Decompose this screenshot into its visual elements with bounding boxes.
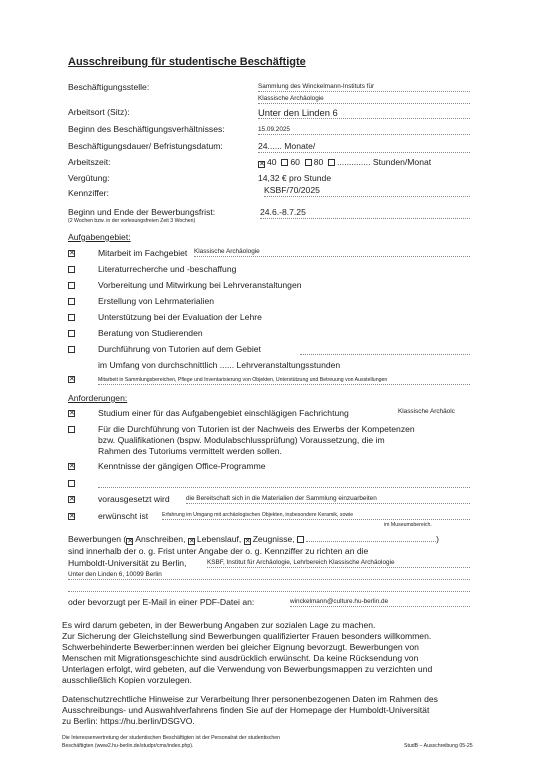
anforderungen-heading: Anforderungen: [68, 393, 128, 403]
aufgabe-checkbox[interactable] [68, 298, 75, 305]
datenschutz-line: Ausschreibungs- und Auswahlverfahrens finden Sie auf der Homepage der Humboldt-Universität [62, 705, 430, 715]
aufgabe-text: Vorbereitung und Mitwirkung bei Lehrveranstaltungen [98, 280, 302, 290]
kennziffer-label: Kennziffer: [68, 188, 109, 198]
beginn-value: 15.09.2025 [258, 126, 470, 135]
tutorien-req-line-2: bzw. Qualifikationen (bspw. Modulabschlussprüfung) Voraussetzung, die im [98, 435, 385, 445]
aufgabe-text: Mitarbeit im Fachgebiet [98, 248, 188, 258]
footer-form-id: StudB – Ausschreibung 05-25 [404, 743, 473, 749]
aufgabe-checkbox[interactable] [68, 282, 75, 289]
datenschutz-line: Datenschutzrechtliche Hinweise zur Verarbeitung Ihrer personenbezogenen Daten im Rahmen des [62, 694, 438, 704]
verguetung-label: Vergütung: [68, 173, 110, 183]
arbeitsort-label: Arbeitsort (Sitz): [68, 107, 130, 117]
erwuenscht-label: erwünscht ist [98, 511, 149, 521]
info-paragraph-line: Unterlagen erfolgt, wird gebeten, auf die Verwendung von Bewerbungsmappen zu verzichten und [62, 664, 433, 674]
arbeitszeit-label: Arbeitszeit: [68, 157, 111, 167]
lebenslauf-checkbox[interactable] [188, 538, 195, 545]
aufgabe-text: Durchführung von Tutorien auf dem Gebiet [98, 344, 261, 354]
aufgabe-text: Beratung von Studierenden [98, 328, 203, 338]
aufgabe-checkbox[interactable] [68, 346, 75, 353]
tutorien-umfang: im Umfang von durchschnittlich ...... Lehrveranstaltungsstunden [98, 360, 341, 370]
studium-fill: Klassische Archäolc [398, 408, 455, 415]
bewerbung-blank-line [68, 582, 470, 592]
arbeitszeit-60-checkbox[interactable] [281, 159, 288, 166]
office-text: Kenntnisse der gängigen Office-Programme [98, 461, 266, 471]
anschreiben-checkbox[interactable] [126, 538, 133, 545]
bewerbung-street-fill: Unter den Linden 6, 10099 Berlin [68, 571, 470, 580]
verguetung-value: 14,32 € pro Stunde [258, 173, 332, 183]
aufgabe-checkbox[interactable] [68, 330, 75, 337]
tutorien-req-line-1: Für die Durchführung von Tutorien ist der Nachweis des Erwerbs der Kompetenzen [98, 424, 415, 434]
stelle-value-1: Sammlung des Winckelmann-Instituts für [258, 83, 470, 92]
aufgaben-heading: Aufgabengebiet: [68, 232, 131, 242]
frist-label: Beginn und Ende der Bewerbungsfrist: [68, 207, 216, 217]
datenschutz-line: zu Berlin: https://hu.berlin/DSGVO. [62, 716, 195, 726]
extra-line [98, 478, 470, 488]
arbeitszeit-other-checkbox[interactable] [328, 159, 335, 166]
aufgabe-checkbox[interactable] [68, 376, 75, 383]
tutorien-req-line-3: Rahmen des Tutoriums vermittelt werden sollen. [98, 446, 282, 456]
kennziffer-value: KSBF/70/2025 [264, 185, 470, 197]
email-label: oder bevorzugt per E-Mail in einer PDF-Datei an: [68, 597, 255, 607]
footer-line-1: Die Interessenvertretung der studentischen Beschäftigten ist der Personalrat der studentischen [62, 735, 280, 741]
arbeitszeit-80-checkbox[interactable] [305, 159, 312, 166]
info-paragraph-line: Zur Sicherung der Gleichstellung sind Bewerbungen qualifizierter Frauen besonders willkommen. [62, 631, 432, 641]
studium-text: Studium einer für das Aufgabengebiet einschlägigen Fachrichtung [98, 408, 349, 418]
page-title: Ausschreibung für studentische Beschäftigte [68, 56, 306, 68]
aufgabe-text: Unterstützung bei der Evaluation der Lehre [98, 312, 262, 322]
bewerbung-line-2: sind innerhalb der o. g. Frist unter Angabe der o. g. Kennziffer zu richten an die [68, 546, 369, 556]
info-paragraph-line: Schwerbehinderte Bewerber:innen werden bei gleicher Eignung bevorzugt. Bewerbungen von [62, 642, 419, 652]
studium-checkbox[interactable] [68, 410, 75, 417]
info-paragraph-line: ausschließlich Kopien vorzulegen. [62, 675, 192, 685]
tutorien-checkbox[interactable] [68, 426, 75, 433]
frist-value: 24.6.-8.7.25 [260, 207, 470, 219]
stelle-label: Beschäftigungsstelle: [68, 82, 150, 92]
aufgabe-text: Literaturrecherche und -beschaffung [98, 264, 237, 274]
erwuenscht-fill-2: im Museumsbereich. [384, 522, 432, 528]
voraus-label: vorausgesetzt wird [98, 494, 170, 504]
bewerbung-line-3: Humboldt-Universität zu Berlin, [68, 558, 187, 568]
aufgabe-checkbox[interactable] [68, 250, 75, 257]
bewerbung-line-1: Bewerbungen (✕ Anschreiben, ✕ Lebenslauf, ✕ Zeugnisse, ) [68, 534, 439, 545]
beginn-label: Beginn des Beschäftigungsverhältnisses: [68, 124, 225, 134]
arbeitszeit-options: ✕ 40 60 80 .............. Stunden/Monat [258, 157, 431, 168]
voraus-fill: die Bereitschaft sich in die Materialien der Sammlung einzuarbeiten [186, 495, 470, 504]
frist-note: (2 Wochen bzw. in der vorlesungsfreien Zeit 3 Wochen) [68, 218, 196, 224]
aufgabe-checkbox[interactable] [68, 266, 75, 273]
erwuenscht-checkbox[interactable] [68, 513, 75, 520]
info-paragraph-line: Menschen mit Migrationsgeschichte sind ausdrücklich erwünscht. Da keine Rücksendung von [62, 653, 419, 663]
erwuenscht-fill-1: Erfahrung im Umgang mit archäologischen Objekten, insbesondere Keramik, sowie [162, 512, 470, 520]
voraus-checkbox[interactable] [68, 496, 75, 503]
aufgabe-fill: Mitarbeit in Sammlungsbereichen, Pflege und Inventarisierung von Objekten, Unterstützung und Betreuung von Ausstellungen [98, 377, 470, 385]
dauer-value: 24...... Monate/ [258, 141, 470, 153]
aufgabe-checkbox[interactable] [68, 314, 75, 321]
office-checkbox[interactable] [68, 463, 75, 470]
footer-line-2: Beschäftigten (www2.hu-berlin.de/studpr/cms/index.php). [62, 743, 194, 749]
dauer-label: Beschäftigungsdauer/ Befristungsdatum: [68, 141, 223, 151]
tutorien-gebiet-line [300, 344, 470, 355]
info-paragraph-line: Es wird darum gebeten, in der Bewerbung Angaben zur sozialen Lage zu machen. [62, 620, 376, 630]
email-value: winckelmann@culture.hu-berlin.de [290, 598, 470, 607]
zeugnisse-checkbox[interactable] [244, 538, 251, 545]
aufgabe-fill: Klassische Archäologie [194, 248, 470, 257]
aufgabe-text: Erstellung von Lehrmaterialien [98, 296, 215, 306]
bewerbung-address-fill: KSBF, Institut für Archäologie, Lehrbereich Klassische Archäologie [207, 559, 470, 568]
stelle-value-2: Klassische Archäologie [258, 95, 470, 104]
arbeitsort-value: Unter den Linden 6 [258, 107, 470, 119]
extra-checkbox[interactable] [68, 480, 75, 487]
other-docs-checkbox[interactable] [297, 536, 304, 543]
arbeitszeit-40-checkbox[interactable] [258, 161, 265, 168]
